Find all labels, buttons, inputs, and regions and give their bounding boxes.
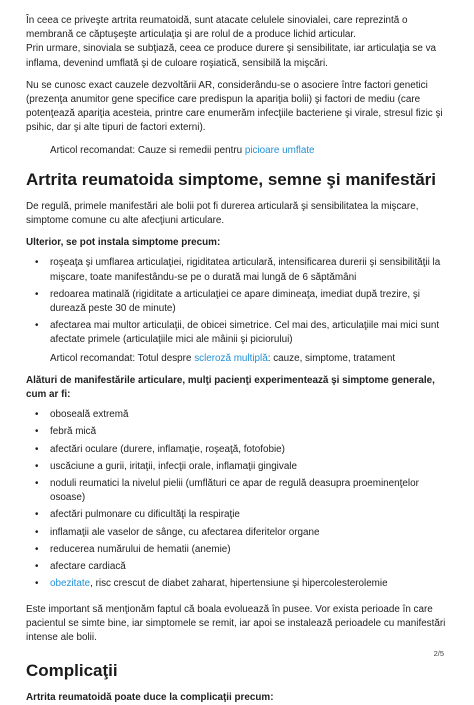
list-item: • noduli reumatici la nivelul pielii (umflături ce apar de regulă deasupra proeminenţelor osoase) [26,477,450,505]
list-item: • inflamaţii ale vaselor de sânge, cu afectarea diferitelor organe [26,526,450,540]
link-scleroza-multipla[interactable]: scleroză multiplă [194,352,268,364]
list-item: • redoarea matinală (rigiditate a articulaţiei ce apare dimineaţa, imediat după trezire, şi durează peste 30 de minute) [26,288,450,316]
list-item-obezitate [26,577,450,591]
symptom-list-2 [26,408,450,591]
list-item: • roşeaţa şi umflarea articulaţiei, rigiditatea articulară, intensificarea durerii şi sensibilităţii la mişcare, toate manifestându-se pe o durată mai lungă de 6 săptămâni [26,256,450,284]
list-item: • afectare cardiacă [26,560,450,574]
section-title-complicatii: Complicaţii [26,661,118,681]
list-item: • febră mică [26,425,450,439]
recommended-suffix: : cauze, simptome, tratament [267,352,396,364]
recommended-prefix: Articol recomandat: Cauze si remedii pentru [50,144,245,156]
section1-subheading-2: Alături de manifestările articulare, mulţi pacienţi experimentează şi simptome generale, cum ar fi: [26,374,435,401]
page-number: 2/5 [433,649,444,658]
section-title-simptome: Artrita reumatoida simptome, semne şi manifestări [26,169,437,189]
recommended-article-2 [26,352,450,366]
intro-paragraph-1a: În ceea ce priveşte artrita reumatoidă, sunt atacate celulele sinovialei, care reprezintă o membrană ce căptuşeşte articulaţia şi are rolul de a produce lichid articular. [26,15,408,41]
list-item: • afectări oculare (durere, inflamaţie, roşeaţă, fotofobie) [26,443,450,457]
recommended-article-1 [26,144,450,158]
list-item: • uscăciune a gurii, iritaţii, infecţii orale, inflamaţii gingivale [26,460,450,474]
section1-subheading-1: Ulterior, se pot instala simptome precum: [26,237,221,249]
section2-subheading: Artrita reumatoidă poate duce la complicaţii precum: [26,692,274,704]
list-item: • afectarea mai multor articulaţii, de obicei simetrice. Cel mai des, articulaţiile mai mici sunt afectate primele (articulaţiile mici ale mâinii şi piciorului) [26,319,450,347]
intro-paragraph-1b: Prin urmare, sinoviala se subţiază, ceea ce produce durere şi sensibilitate, iar articulaţia se va inflama, devenind umflată şi de culoare roşiatică, sensibilă la mişcări. [26,43,437,69]
link-obezitate[interactable]: obezitate [50,578,91,590]
list-item: • reducerea numărului de hematii (anemie) [26,543,450,557]
recommended-prefix: Articol recomandat: Totul despre [50,352,195,364]
list-item-text: , risc crescut de diabet zaharat, hipertensiune şi hipercolesterolemie [90,578,388,590]
section1-paragraph-1: De regulă, primele manifestări ale bolii pot fi durerea articulară şi sensibilitatea la mişcare, simptome comune cu alte afecţiuni articulare. [26,200,419,227]
section1-paragraph-2: Este important să menţionăm faptul că boala evoluează în pusee. Vor exista perioade în care pacientul se simte bine, iar simptomele se remit, iar apoi se instalează perioadele cu manifestări intense ale bolii. [26,603,446,643]
symptom-list-1 [26,256,450,347]
intro-paragraph-2: Nu se cunosc exact cauzele dezvoltării AR, considerându-se o asociere între factori genetici (prezenţa anumitor gene specifice care predispun la apariţia bolii) şi factori de mediu (care potenţează apariţia acesteia, printre care enumerăm infecţiile bacteriene şi virale, stresul fizic şi psihic, dar şi alte tipuri de factori externi). [26,79,443,134]
link-picioare-umflate[interactable]: picioare umflate [244,144,315,156]
list-item: • oboseală extremă [26,408,450,422]
list-item: • afectări pulmonare cu dificultăţi la respiraţie [26,508,450,522]
article-body [26,14,450,705]
